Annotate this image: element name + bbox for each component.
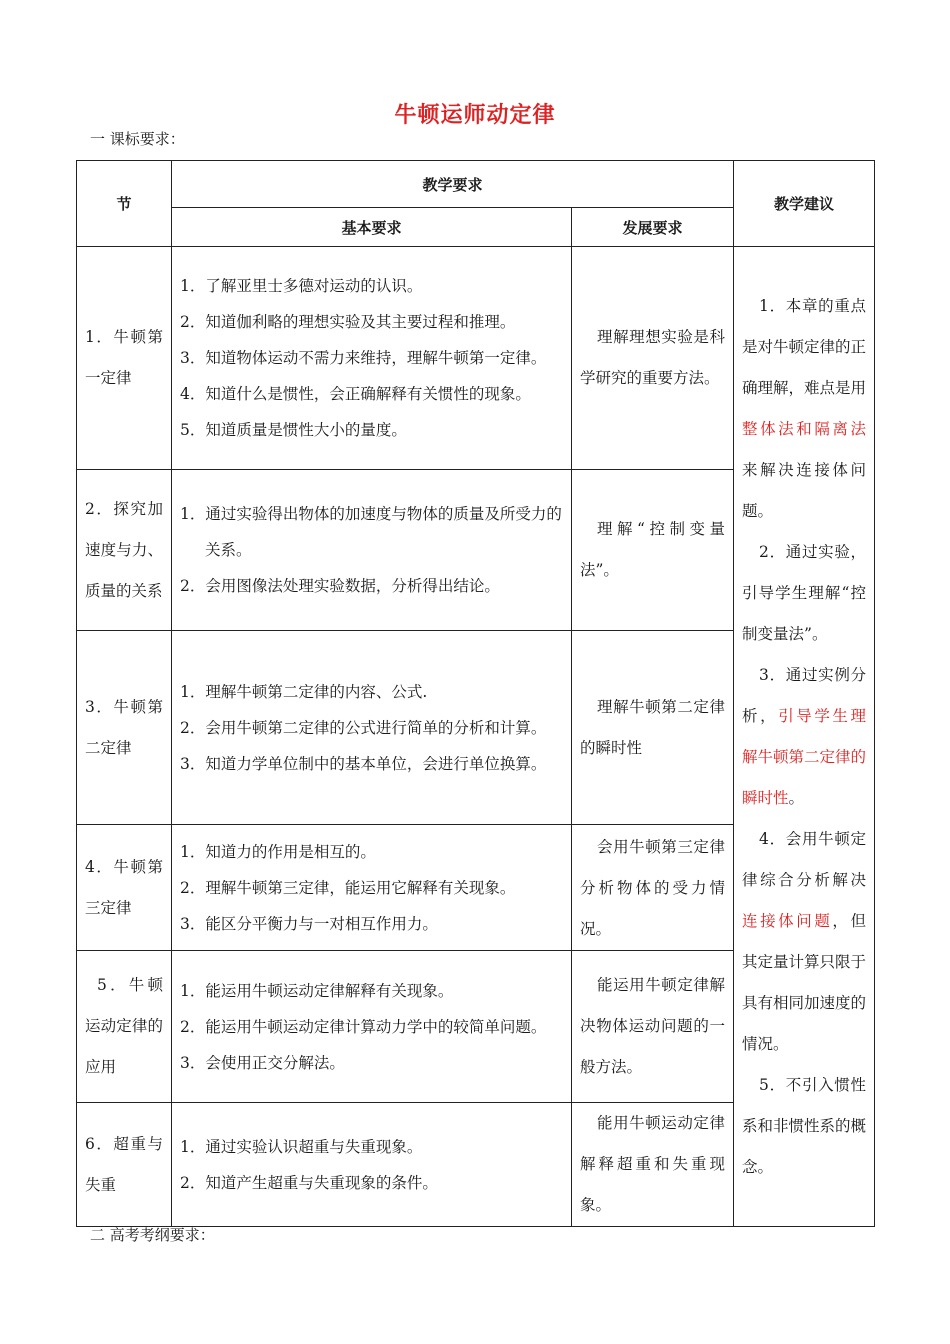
row-basic-requirements — [172, 1103, 572, 1227]
curriculum-table — [76, 160, 875, 1227]
header-basic-requirements: 基本要求 — [172, 208, 572, 247]
development-text: 理解理想实验是科学研究的重要方法。 — [580, 328, 726, 387]
list-item: 2．知道产生超重与失重现象的条件。 — [180, 1173, 438, 1192]
row-section-name: 1．牛顿第一定律 — [77, 247, 172, 470]
list-item: 2．理解牛顿第三定律，能运用它解释有关现象。 — [180, 878, 516, 897]
header-section: 节 — [77, 161, 172, 247]
advice-text: ，但其定量计算只限于具有相同加速度的情况。 — [742, 911, 867, 1053]
header-teaching-advice: 教学建议 — [734, 161, 875, 247]
section-heading-exam: 二 高考考纲要求： — [90, 1226, 215, 1244]
row-development-requirement — [572, 1103, 734, 1227]
row-basic-requirements — [172, 470, 572, 631]
row-section-name: 2．探究加速度与力、质量的关系 — [77, 470, 172, 631]
row-development-requirement — [572, 631, 734, 825]
table-row — [77, 247, 875, 470]
list-item: 3．能区分平衡力与一对相互作用力。 — [180, 914, 438, 933]
advice-item: 5．不引入惯性系和非惯性系的概念。 — [742, 1075, 867, 1176]
list-item: 2．知道伽利略的理想实验及其主要过程和推理。 — [180, 313, 516, 331]
advice-item — [742, 286, 866, 532]
row-section-name — [77, 951, 172, 1103]
row-section-name: 4．牛顿第三定律 — [77, 825, 172, 951]
advice-item: 2．通过实验，引导学生理解“控制变量法”。 — [742, 542, 867, 643]
row-development-requirement — [572, 470, 734, 631]
advice-highlight: 整体法和隔离法 — [742, 419, 867, 438]
advice-text: 来解决连接体问题。 — [742, 460, 867, 520]
list-item: 1．通过实验得出物体的加速度与物体的质量及所受力的关系。 — [180, 505, 562, 559]
row-section-name: 6．超重与失重 — [77, 1103, 172, 1227]
advice-text: 1．本章的重点是对牛顿定律的正确理解，难点是用 — [742, 296, 867, 397]
row-development-requirement — [572, 951, 734, 1103]
list-item: 1．知道力的作用是相互的。 — [180, 842, 376, 861]
list-item: 2．会用图像法处理实验数据，分析得出结论。 — [180, 577, 500, 595]
advice-item — [742, 655, 866, 819]
list-item: 4．知道什么是惯性，会正确解释有关惯性的现象。 — [180, 385, 531, 403]
row-development-requirement — [572, 825, 734, 951]
row-basic-requirements — [172, 247, 572, 470]
list-item: 3．知道力学单位制中的基本单位，会进行单位换算。 — [180, 754, 547, 773]
list-item: 3．会使用正交分解法。 — [180, 1053, 345, 1072]
advice-text: 3．通过实例分析， — [742, 665, 867, 725]
advice-text: 。 — [788, 788, 805, 807]
header-teaching-requirements: 教学要求 — [172, 161, 734, 208]
row-basic-requirements — [172, 825, 572, 951]
list-item: 2．会用牛顿第二定律的公式进行简单的分析和计算。 — [180, 718, 547, 737]
list-item: 1．通过实验认识超重与失重现象。 — [180, 1137, 423, 1156]
development-text: 会用牛顿第三定律分析物体的受力情况。 — [580, 838, 726, 938]
page-title: 牛顿运师动定律 — [394, 103, 556, 128]
section-text: 5．牛顿运动定律的应用 — [85, 976, 163, 1076]
advice-highlight: 连接体问题 — [742, 911, 833, 930]
row-section-name: 3．牛顿第二定律 — [77, 631, 172, 825]
list-item: 1．理解牛顿第二定律的内容、公式. — [180, 682, 428, 701]
list-item: 1．了解亚里士多德对运动的认识。 — [180, 277, 423, 295]
teaching-advice-cell — [734, 247, 875, 1227]
list-item: 2．能运用牛顿运动定律计算动力学中的较简单问题。 — [180, 1017, 547, 1036]
list-item: 3．知道物体运动不需力来维持，理解牛顿第一定律。 — [180, 349, 547, 367]
header-development-requirements: 发展要求 — [572, 208, 734, 247]
development-text: 能用牛顿运动定律解释超重和失重现象。 — [580, 1114, 726, 1214]
list-item: 5．知道质量是惯性大小的量度。 — [180, 421, 407, 439]
row-basic-requirements — [172, 951, 572, 1103]
list-item: 1．能运用牛顿运动定律解释有关现象。 — [180, 981, 454, 1000]
development-text: 理解牛顿第二定律的瞬时性 — [580, 697, 726, 757]
section-heading-curriculum: 一 课标要求： — [90, 130, 185, 148]
development-text: 理解“控制变量法”。 — [580, 520, 726, 579]
advice-text: 4．会用牛顿定律综合分析解决 — [742, 829, 867, 889]
row-development-requirement — [572, 247, 734, 470]
row-basic-requirements — [172, 631, 572, 825]
development-text: 能运用牛顿定律解决物体运动问题的一般方法。 — [580, 976, 726, 1076]
advice-item — [742, 819, 866, 1065]
advice-highlight: 引导学生理解牛顿第二定律的瞬时性 — [742, 706, 867, 807]
